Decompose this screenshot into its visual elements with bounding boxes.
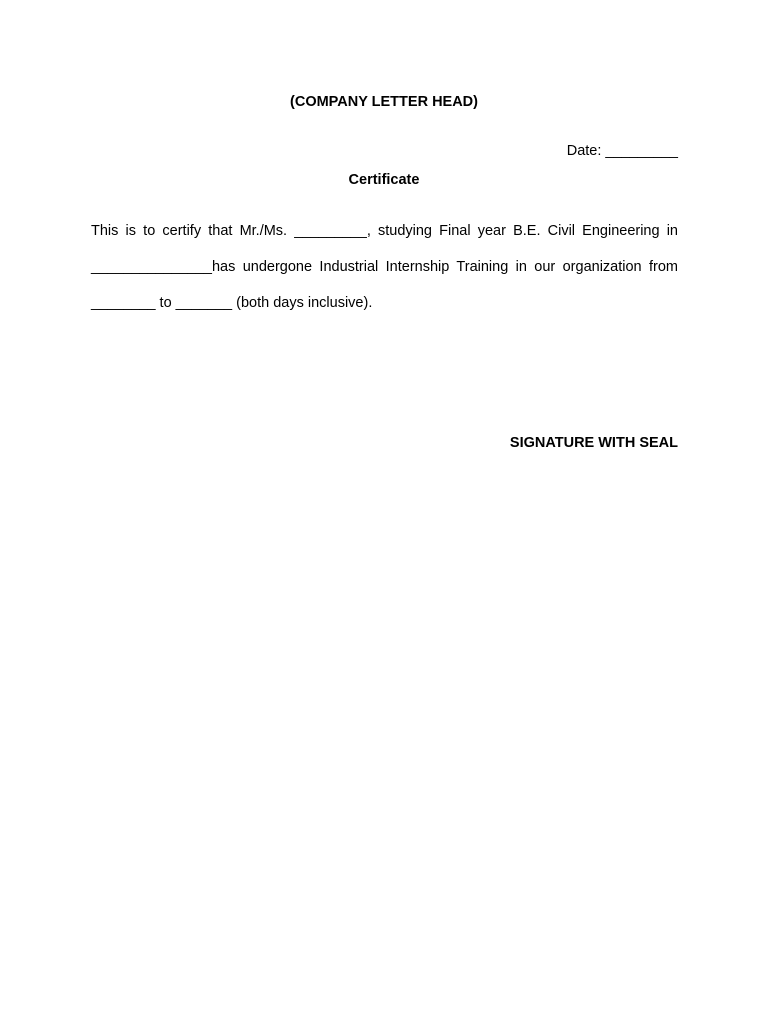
certificate-body-line-1: This is to certify that Mr./Ms. _________, studying Final year B.E. Civil Engineering in [91, 223, 678, 239]
certificate-body-line-3: ________ to _______ (both days inclusive). [91, 295, 373, 311]
certificate-body-line-2: _______________has undergone Industrial Internship Training in our organization from [91, 259, 678, 275]
company-letterhead-placeholder: (COMPANY LETTER HEAD) [290, 94, 478, 110]
signature-with-seal-label: SIGNATURE WITH SEAL [509, 435, 678, 451]
date-field: Date: _________ [566, 143, 678, 159]
certificate-title: Certificate [348, 172, 420, 188]
